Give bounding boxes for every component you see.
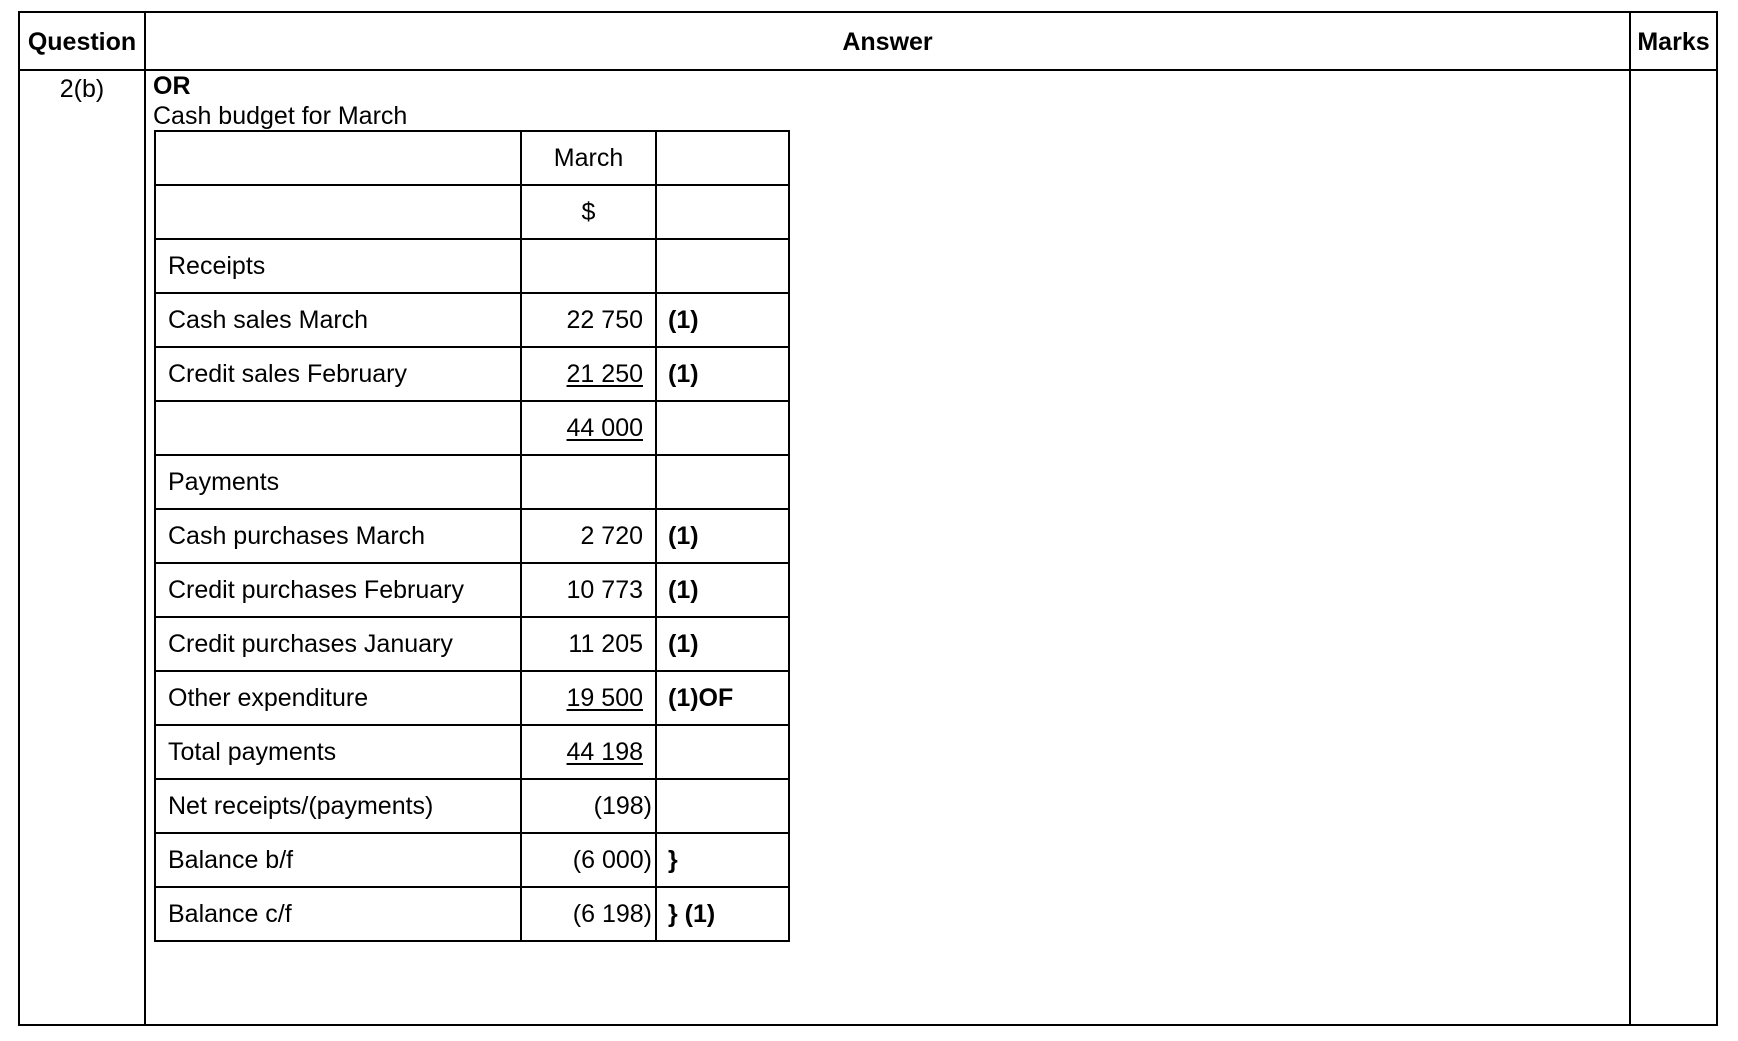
budget-row-amount-cell bbox=[521, 617, 656, 671]
budget-header-label-cell bbox=[155, 185, 521, 239]
budget-row bbox=[155, 401, 789, 455]
budget-row bbox=[155, 509, 789, 563]
column-divider-question bbox=[144, 13, 146, 1024]
cash-budget-body bbox=[155, 131, 789, 941]
budget-row bbox=[155, 725, 789, 779]
budget-row-amount: 19 500 bbox=[566, 683, 643, 712]
budget-row-amount: 21 250 bbox=[566, 359, 643, 388]
budget-row bbox=[155, 779, 789, 833]
budget-header-mark-cell bbox=[656, 185, 789, 239]
budget-row-amount-cell bbox=[521, 671, 656, 725]
budget-row-mark: } bbox=[656, 833, 789, 887]
budget-row-mark: (1) bbox=[656, 509, 789, 563]
cash-budget-table bbox=[154, 130, 790, 942]
question-number: 2(b) bbox=[59, 75, 105, 103]
budget-row-mark: (1)OF bbox=[656, 671, 789, 725]
header-marks: Marks bbox=[1637, 28, 1710, 56]
budget-row-amount: (198) bbox=[593, 791, 652, 820]
budget-row bbox=[155, 887, 789, 941]
budget-row-label: Other expenditure bbox=[155, 671, 521, 725]
budget-row-label bbox=[155, 401, 521, 455]
budget-row bbox=[155, 833, 789, 887]
budget-row bbox=[155, 347, 789, 401]
budget-row-amount: 11 205 bbox=[568, 629, 643, 658]
budget-row-mark: (1) bbox=[656, 617, 789, 671]
budget-row-amount-cell bbox=[521, 779, 656, 833]
budget-row-mark bbox=[656, 239, 789, 293]
budget-row-mark: (1) bbox=[656, 347, 789, 401]
budget-row-amount-cell bbox=[521, 725, 656, 779]
or-label: OR bbox=[153, 72, 191, 100]
budget-row-label: Balance b/f bbox=[155, 833, 521, 887]
budget-row-label: Payments bbox=[155, 455, 521, 509]
budget-row-amount-cell bbox=[521, 455, 656, 509]
budget-row-amount-cell bbox=[521, 509, 656, 563]
budget-row-label: Balance c/f bbox=[155, 887, 521, 941]
budget-row-amount-cell bbox=[521, 239, 656, 293]
budget-header-row bbox=[155, 185, 789, 239]
budget-row-amount-cell bbox=[521, 887, 656, 941]
budget-row-mark bbox=[656, 725, 789, 779]
column-divider-marks bbox=[1629, 13, 1631, 1024]
budget-column-currency: $ bbox=[521, 185, 656, 239]
budget-header-row bbox=[155, 131, 789, 185]
budget-row-label: Receipts bbox=[155, 239, 521, 293]
budget-row bbox=[155, 239, 789, 293]
budget-row-amount-cell bbox=[521, 347, 656, 401]
budget-header-mark-cell bbox=[656, 131, 789, 185]
budget-row-amount-cell bbox=[521, 563, 656, 617]
budget-subtitle: Cash budget for March bbox=[153, 102, 408, 130]
budget-row-mark bbox=[656, 779, 789, 833]
budget-row-label: Total payments bbox=[155, 725, 521, 779]
budget-row-amount-cell bbox=[521, 401, 656, 455]
budget-column-month: March bbox=[521, 131, 656, 185]
budget-row-label: Credit purchases January bbox=[155, 617, 521, 671]
budget-row-label: Cash sales March bbox=[155, 293, 521, 347]
budget-row bbox=[155, 293, 789, 347]
budget-header-label-cell bbox=[155, 131, 521, 185]
budget-row-mark: } (1) bbox=[656, 887, 789, 941]
budget-row-amount: 44 000 bbox=[566, 413, 643, 442]
budget-row bbox=[155, 671, 789, 725]
budget-row-amount: 22 750 bbox=[566, 305, 643, 334]
header-question: Question bbox=[27, 28, 137, 56]
header-answer: Answer bbox=[842, 28, 933, 56]
budget-row-amount: (6 198) bbox=[572, 899, 652, 928]
budget-row-amount: 10 773 bbox=[566, 575, 643, 604]
budget-row-mark: (1) bbox=[656, 293, 789, 347]
budget-row-amount: 44 198 bbox=[566, 737, 643, 766]
budget-row-amount: (6 000) bbox=[572, 845, 652, 874]
budget-row-mark bbox=[656, 401, 789, 455]
budget-row-amount-cell bbox=[521, 833, 656, 887]
budget-row-label: Net receipts/(payments) bbox=[155, 779, 521, 833]
budget-row bbox=[155, 455, 789, 509]
budget-row-label: Credit sales February bbox=[155, 347, 521, 401]
budget-row-mark: (1) bbox=[656, 563, 789, 617]
budget-row-mark bbox=[656, 455, 789, 509]
budget-row bbox=[155, 617, 789, 671]
budget-row-amount-cell bbox=[521, 293, 656, 347]
budget-row-label: Credit purchases February bbox=[155, 563, 521, 617]
budget-row bbox=[155, 563, 789, 617]
budget-row-label: Cash purchases March bbox=[155, 509, 521, 563]
budget-row-amount: 2 720 bbox=[580, 521, 643, 550]
